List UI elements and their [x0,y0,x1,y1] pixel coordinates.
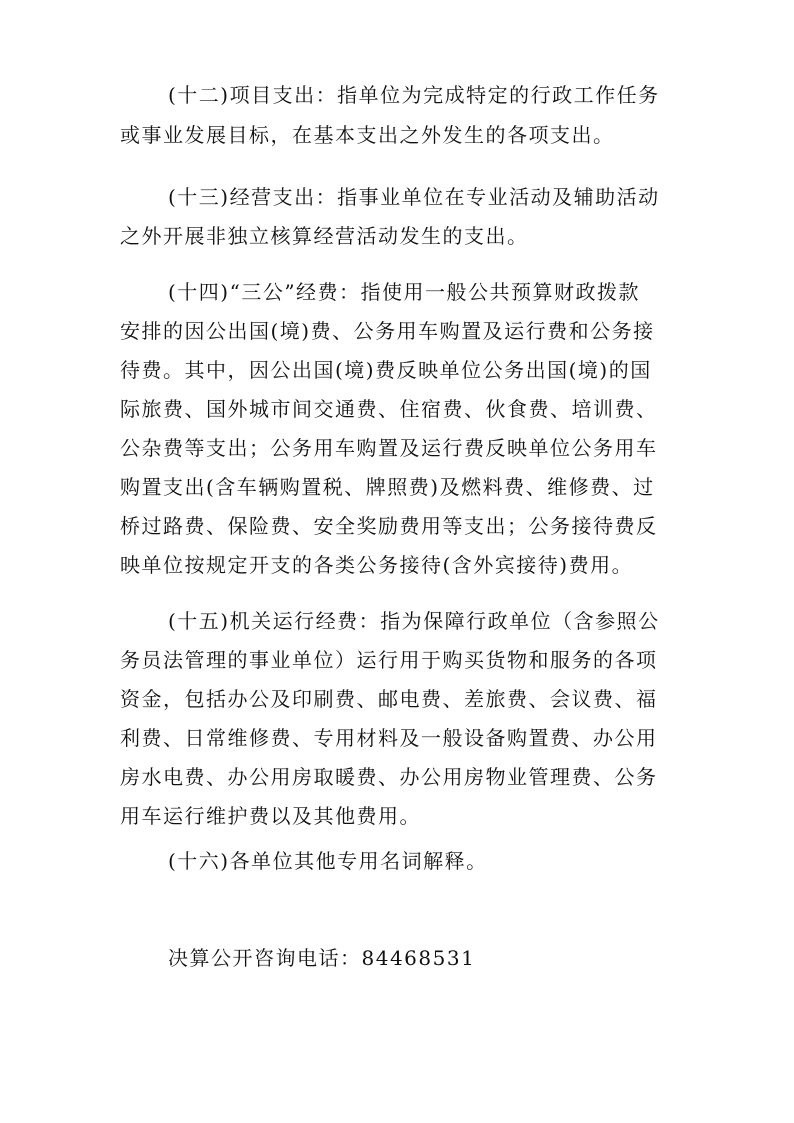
contact-label: 决算公开咨询电话： [168,946,362,970]
definition-16-line-1: (十六)各单位其他专用名词解释。 [168,849,488,873]
definition-13-line-2: 之外开展非独立核算经营活动发生的支出。 [120,224,529,248]
definition-14-line-7: 桥过路费、保险费、安全奖励费用等支出；公务接待费反 [120,514,658,538]
definition-15-line-5: 房水电费、办公用房取暖费、办公用房物业管理费、公务 [120,765,658,789]
definition-14-line-2: 安排的因公出国(境)费、公务用车购置及运行费和公务接 [120,319,655,343]
definition-13-line-1: (十三)经营支出：指事业单位在专业活动及辅助活动 [168,185,660,209]
contact-line [168,943,475,973]
definition-15-line-2: 务员法管理的事业单位）运行用于购买货物和服务的各项 [120,648,658,672]
definition-14-line-8: 映单位按规定开支的各类公务接待(含外宾接待)费用。 [120,553,634,577]
definition-14-line-6: 购置支出(含车辆购置税、牌照费)及燃料费、维修费、过 [120,475,655,499]
contact-phone: 84468531 [361,946,476,970]
definition-14-line-3: 待费。其中，因公出国(境)费反映单位公务出国(境)的国 [120,358,652,382]
definition-14-line-1: (十四)“三公”经费：指使用一般公共预算财政拨款 [168,280,641,304]
definition-12-line-1: (十二)项目支出：指单位为完成特定的行政工作任务 [168,83,660,107]
definition-15-line-3: 资金，包括办公及印刷费、邮电费、差旅费、会议费、福 [120,687,658,711]
definition-15-line-4: 利费、日常维修费、专用材料及一般设备购置费、办公用 [120,726,658,750]
definition-12-line-2: 或事业发展目标，在基本支出之外发生的各项支出。 [120,123,615,147]
definition-15-line-1: (十五)机关运行经费：指为保障行政单位（含参照公 [168,609,660,633]
definition-14-line-5: 公杂费等支出；公务用车购置及运行费反映单位公务用车 [120,436,658,460]
definition-14-line-4: 际旅费、国外城市间交通费、住宿费、伙食费、培训费、 [120,397,658,421]
definition-15-line-6: 用车运行维护费以及其他费用。 [120,804,421,828]
